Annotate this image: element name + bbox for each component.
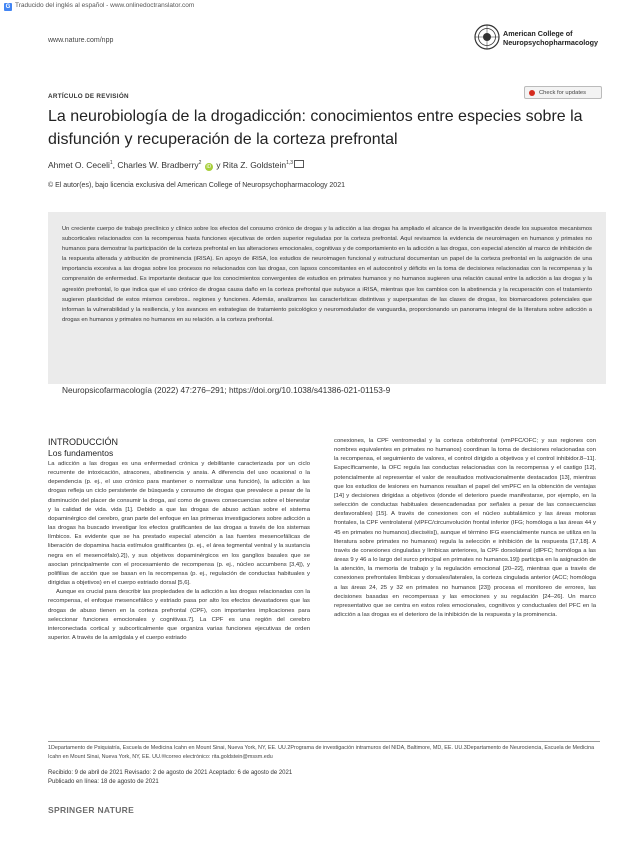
body-column-left xyxy=(48,437,310,643)
heading-basics: Los fundamentos xyxy=(48,448,114,458)
publisher-logo xyxy=(474,24,604,54)
author-bradberry-affiliation: 2 xyxy=(198,160,202,167)
author-goldstein[interactable]: y Rita Z. Goldstein xyxy=(216,160,287,170)
translation-banner-text: Traducido del inglés al español - www.onlinedoctranslator.com xyxy=(15,2,195,9)
citation-line[interactable]: Neuropsicofarmacología (2022) 47:276–291; https://doi.org/10.1038/s41386-021-01153-9 xyxy=(62,385,391,395)
paragraph-intro-2: Aunque es crucial para describir las propiedades de la adicción a las drogas relacionadas con la recompensa, el enfoque mesencefálico y estriado pasa por alto los efectos devastadores que las drogas de abuso tienen en la corteza prefrontal (CPF), con importantes implicaciones para seleccionar funciones emocionales y cognitivas.7]. La CPF es una región del cerebro interconectada cortical y subcorticalmente que organiza varias funciones ejecutivas de orden superior. A través de la amígdala y el cuerpo estriado xyxy=(48,589,310,641)
paragraph-intro-1: La adicción a las drogas es una enfermedad crónica y debilitante caracterizada por un ciclo recurrente de intoxicación, atracones, abstinencia y ansia. A diferencia del uso ocasional o la dependencia (p. ej., el uso crónico para mantener o normalizar una función), la adicción a las drogas refleja un ciclo persistente de búsqueda y consumo de drogas que prevalece a pesar de la disminución del placer de consumir la droga, así como de graves consecuencias sobre el bienestar y la calidad de vida. vida [1]. Debido a que las drogas de abuso actúan sobre el sistema dopaminérgico del cerebro, gran parte del enfoque en las primeras investigaciones sobre adicción a las drogas ha buscado investigar los efectos gratificantes de las drogas a través de los sistemas límbicos. Es evidente que se ha prestado especial atención a las fuentes mesencefálicas de liberación de dopamina hacia estímulos gratificantes (p. ej., el área tegmental ventral y la sustancia negra en el mesencéfalo).2]), y sus objetivos dopaminérgicos en los ganglios basales que se asocian principalmente con el procesamiento de recompensa (p. ej., núcleo accumbens [3,4]), y polifilias de acción que se basan en la recompensa (p. ej., regulación de conductas habituales y dirigidas a objetivos) en el cuerpo estriado dorsal [5,6]. xyxy=(48,461,310,587)
abstract-box xyxy=(48,212,606,384)
translate-icon: G xyxy=(5,4,11,10)
received-dates: Recibido: 9 de abril de 2021 Revisado: 2 de agosto de 2021 Aceptado: 6 de agosto de 2021 xyxy=(48,770,293,776)
publisher-logo-line1: American College of xyxy=(503,29,573,38)
translation-banner[interactable] xyxy=(0,0,638,12)
published-online-date: Publicado en línea: 18 de agosto de 2021 xyxy=(48,779,159,785)
author-ceceli-affiliation: 1 xyxy=(109,160,113,167)
publisher-logo-line2: Neuropsychopharmacology xyxy=(503,38,599,47)
affiliations: 1Departamento de Psiquiatría, Escuela de Medicina Icahn en Mount Sinai, Nueva York, NY, EE. UU.2Programa de investigación intramuros del NIDA, Baltimore, MD, EE. UU.3Departamento de Neurociencia, Escuela de Medicina Icahn en Mount Sinai, Nueva York, NY, EE. UU.✉correo electrónico: rita.goldstein@mssm.edu xyxy=(48,745,595,760)
article-title: La neurobiología de la drogadicción: conocimientos entre especies sobre la disfunción y recuperación de la corteza prefrontal xyxy=(48,108,583,148)
author-bradberry[interactable]: , Charles W. Bradberry xyxy=(112,160,199,170)
copyright-notice: © El autor(es), bajo licencia exclusiva del American College of Neuropsychopharmacology 2021 xyxy=(48,182,345,189)
heading-introduction: INTRODUCCIÓN xyxy=(48,437,118,447)
email-icon[interactable] xyxy=(294,160,304,168)
paragraph-intro-3: conexiones, la CPF ventromedial y la corteza orbitofrontal (vmPFC/OFC; y sus regiones con nombres equivalentes en primates no humanos) coordinan la toma de decisiones relacionadas con la recompensa, el seguimiento de valores, el control dirigido a objetivos y el control inhibidor.8–11]. Específicamente, la OFC regula las conductas relacionadas con la recompensa y el castigo [12], potencialmente al representar el valor de resultados motivacionalmente destacados [13], mientras que los estudios de lesiones en humanos resaltan el papel del vmPFC en la obtención de ventajas [14] y decisiones dirigidas a objetivos (donde el deterioro puede manifestarse, por ejemplo, en la selección de conductas habituales desencadenadas por señales a pesar de las consecuencias desfavorables) [15]. A través de conexiones con el núcleo subtalámico y las áreas motoras frontales, la CPF ventrolateral (vlPFC/circunvolución frontal inferior (IFG; homóloga a las áreas 44 y 45 en primates no humanos).dieciséis]), aunque el término IFG esencialmente nunca se utiliza en la literatura sobre primates no humanos) regula la selección e inhibición de la respuesta [17,18]. A través de conexiones cinguladas y límbicas anteriores, la CPF dorsolateral (dlPFC; homóloga a las áreas 9 y 46 a lo largo del surco principal en primates no humanos.19]) participa en la asignación de la atención, la memoria de trabajo y la regulación emocional [20–22], mientras que a través de conexiones prefrontales límbicas y dorsales/laterales, la corteza cingulada anterior (ACC; homóloga a las áreas 24, 25 y 32 en primates no humanos [23]) procesa el monitoreo de errores, las decisiones basadas en recompensas y las emociones y su regulación [24–26]. Un marco representativo que se centra en estos roles emocionales, cognitivos y conductuales del PFC en la adicción a las drogas es el deterioro de la inhibición de la respuesta y la prominencia. xyxy=(334,438,596,618)
abstract-text: Un creciente cuerpo de trabajo preclínico y clínico sobre los efectos del consumo crónico de drogas y la adicción a las drogas ha ampliado el alcance de la investigación desde los supuestos mecanismos subcorticales relacionados con la recompensa hasta funciones ejecutivas de orden superior reguladas por la corteza prefrontal. Aquí revisamos la evidencia de neuroimagen en humanos y primates no humanos para demostrar la participación de la corteza prefrontal en las alteraciones emocionales, cognitivas y de comportamiento en la adicción a las drogas, con especial atención al marco de inhibición de la respuesta alterada y atribución de prominencia (iRISA). En apoyo de iRISA, los estudios de neuroimagen funcional y estructural documentan un papel de la corteza prefrontal en la asignación de una importancia excesiva a las drogas sobre los procesos no relacionados con las drogas, con lapsos concomitantes en el autocontrol y déficits en la toma de decisiones relacionadas con la recompensa y la comprensión de enfermedad. Es importante destacar que los conocimientos convergentes de estudios en primates humanos y no humanos sugieren una relación causal entre la adicción a las drogas y la agresión prefrontal, lo que indica que el uso crónico de drogas causa daño en la corteza prefrontal que subyace a iRISA, mientras que los cambios con la abstinencia y la recuperación con el tratamiento sugieren plasticidad de estos mismos cerebros.. regiones y funciones. Además, analizamos las características distintivas y superpuestas de las clases de drogas, los biomarcadores potenciales que informan la vulnerabilidad y la resiliencia, y los avances en estrategias de tratamiento psicológico y neuromodulador de vanguardia, proporcionando un panorama integral de la literatura sobre adicción a drogas en humanos y primates no humanos en su relación. a la corteza prefrontal. xyxy=(62,226,592,323)
acnp-seal-icon xyxy=(474,24,500,50)
journal-url[interactable]: www.nature.com/npp xyxy=(48,37,114,44)
author-goldstein-affiliation: 1,3 xyxy=(286,160,294,167)
article-type-label: ARTÍCULO DE REVISIÓN xyxy=(48,93,129,100)
update-icon xyxy=(529,90,535,96)
publication-dates xyxy=(48,769,292,787)
footnote-divider xyxy=(48,741,600,742)
check-for-updates-label: Check for updates xyxy=(539,90,587,96)
author-ceceli[interactable]: Ahmet O. Ceceli xyxy=(48,160,110,170)
springer-nature-logo: SPRINGER NATURE xyxy=(48,805,135,815)
author-list xyxy=(48,160,304,171)
orcid-icon[interactable]: iD xyxy=(206,164,212,170)
body-column-right xyxy=(334,437,596,620)
check-for-updates-button[interactable] xyxy=(524,86,602,99)
